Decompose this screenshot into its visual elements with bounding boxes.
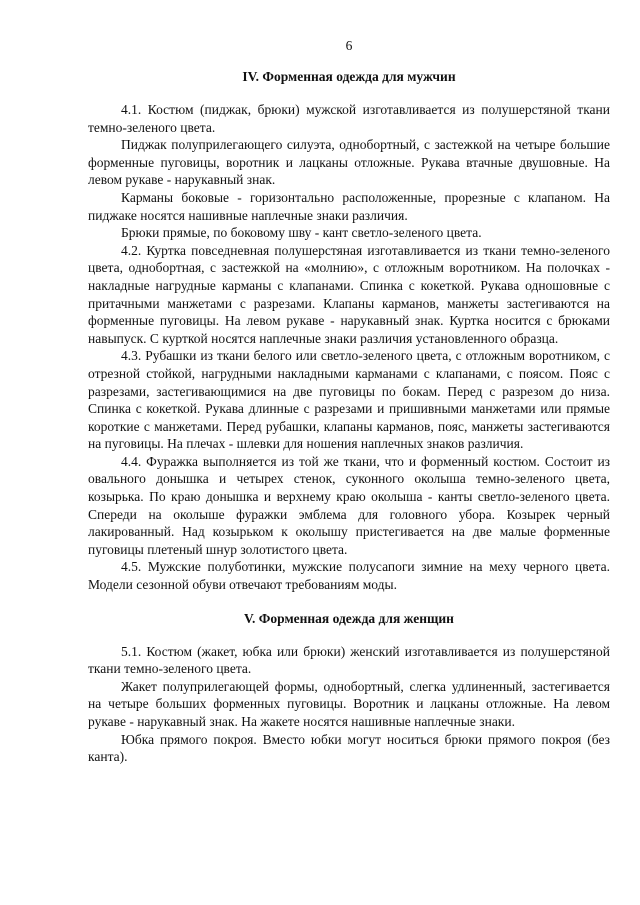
page-number: 6 — [345, 38, 353, 53]
section-men — [88, 68, 610, 594]
paragraph-4-4: 4.4. Фуражка выполняется из той же ткани, что и форменный костюм. Состоит из овального донышка и четырех стенок, суконного околыша темно-зеленого цвета, козырька. По краю донышка и верхнему краю околыша - канты светло-зеленого цвета. Спереди на околыше фуражки эмблема для головного убора. Козырек черный лакированный. Над козырьком к околышу пристегивается на две малые форменные пуговицы плетеный шнур золотистого цвета. — [88, 453, 610, 557]
paragraph-4-5: 4.5. Мужские полуботинки, мужские полусапоги зимние на меху черного цвета. Модели сезонной обуви отвечают требованиям моды. — [88, 559, 610, 593]
paragraph-5-1: 5.1. Костюм (жакет, юбка или брюки) женский изготавливается из полушерстяной ткани темно-зеленого цвета. — [88, 643, 610, 677]
paragraph-skirt: Юбка прямого покроя. Вместо юбки могут носиться брюки прямого покроя (без канта). — [88, 731, 610, 765]
section-title-women: V. Форменная одежда для женщин — [244, 610, 454, 626]
paragraph-4-3: 4.3. Рубашки из ткани белого или светло-зеленого цвета, с отложным воротником, с отрезной стойкой, нагрудными накладными карманами с клапанами, с поясом. Пояс с разрезами, застегивающимися на две пуговицы по бокам. Перед с разрезом до низа. Спинка с кокеткой. Рукава длинные с разрезами и пришивными манжетами или прямые короткие с манжетами. Перед рубашки, клапаны карманов, пояс, манжеты застегиваются на пуговицы. На плечах - шлевки для ношения наплечных знаков различия. — [88, 348, 610, 452]
paragraph-women-jacket: Жакет полуприлегающей формы, однобортный, слегка удлиненный, застегивается на четыре больших форменных пуговицы. Воротник и лацканы отложные. На левом рукаве - нарукавный знак. На жакете носятся нашивные наплечные знаки. — [88, 678, 610, 729]
section-title-men: IV. Форменная одежда для мужчин — [242, 69, 456, 84]
paragraph-4-2: 4.2. Куртка повседневная полушерстяная изготавливается из ткани темно-зеленого цвета, однобортная, с застежкой на «молнию», с отложным воротником. На полочках - накладные нагрудные карманы с клапанами. Спинка с кокеткой. Рукава одношовные с притачными манжетами с разрезами. Клапаны карманов, манжеты застегиваются на форменные пуговицы. На левом рукаве - нарукавный знак. Куртка носится с брюками навыпуск. С курткой носятся наплечные знаки различия установленного образца. — [88, 242, 610, 346]
paragraph-pockets: Карманы боковые - горизонтально расположенные, прорезные с клапаном. На пиджаке носятся нашивные наплечные знаки различия. — [88, 189, 610, 223]
paragraph-4-1: 4.1. Костюм (пиджак, брюки) мужской изготавливается из полушерстяной ткани темно-зеленого цвета. — [88, 102, 610, 135]
section-women — [88, 610, 610, 766]
paragraph-trousers: Брюки прямые, по боковому шву - кант светло-зеленого цвета. — [121, 225, 482, 241]
paragraph-jacket: Пиджак полуприлегающего силуэта, однобортный, с застежкой на четыре большие форменные пуговицы, воротник и лацканы отложные. Рукава втачные двушовные. На левом рукаве - нарукавный знак. — [88, 137, 610, 188]
